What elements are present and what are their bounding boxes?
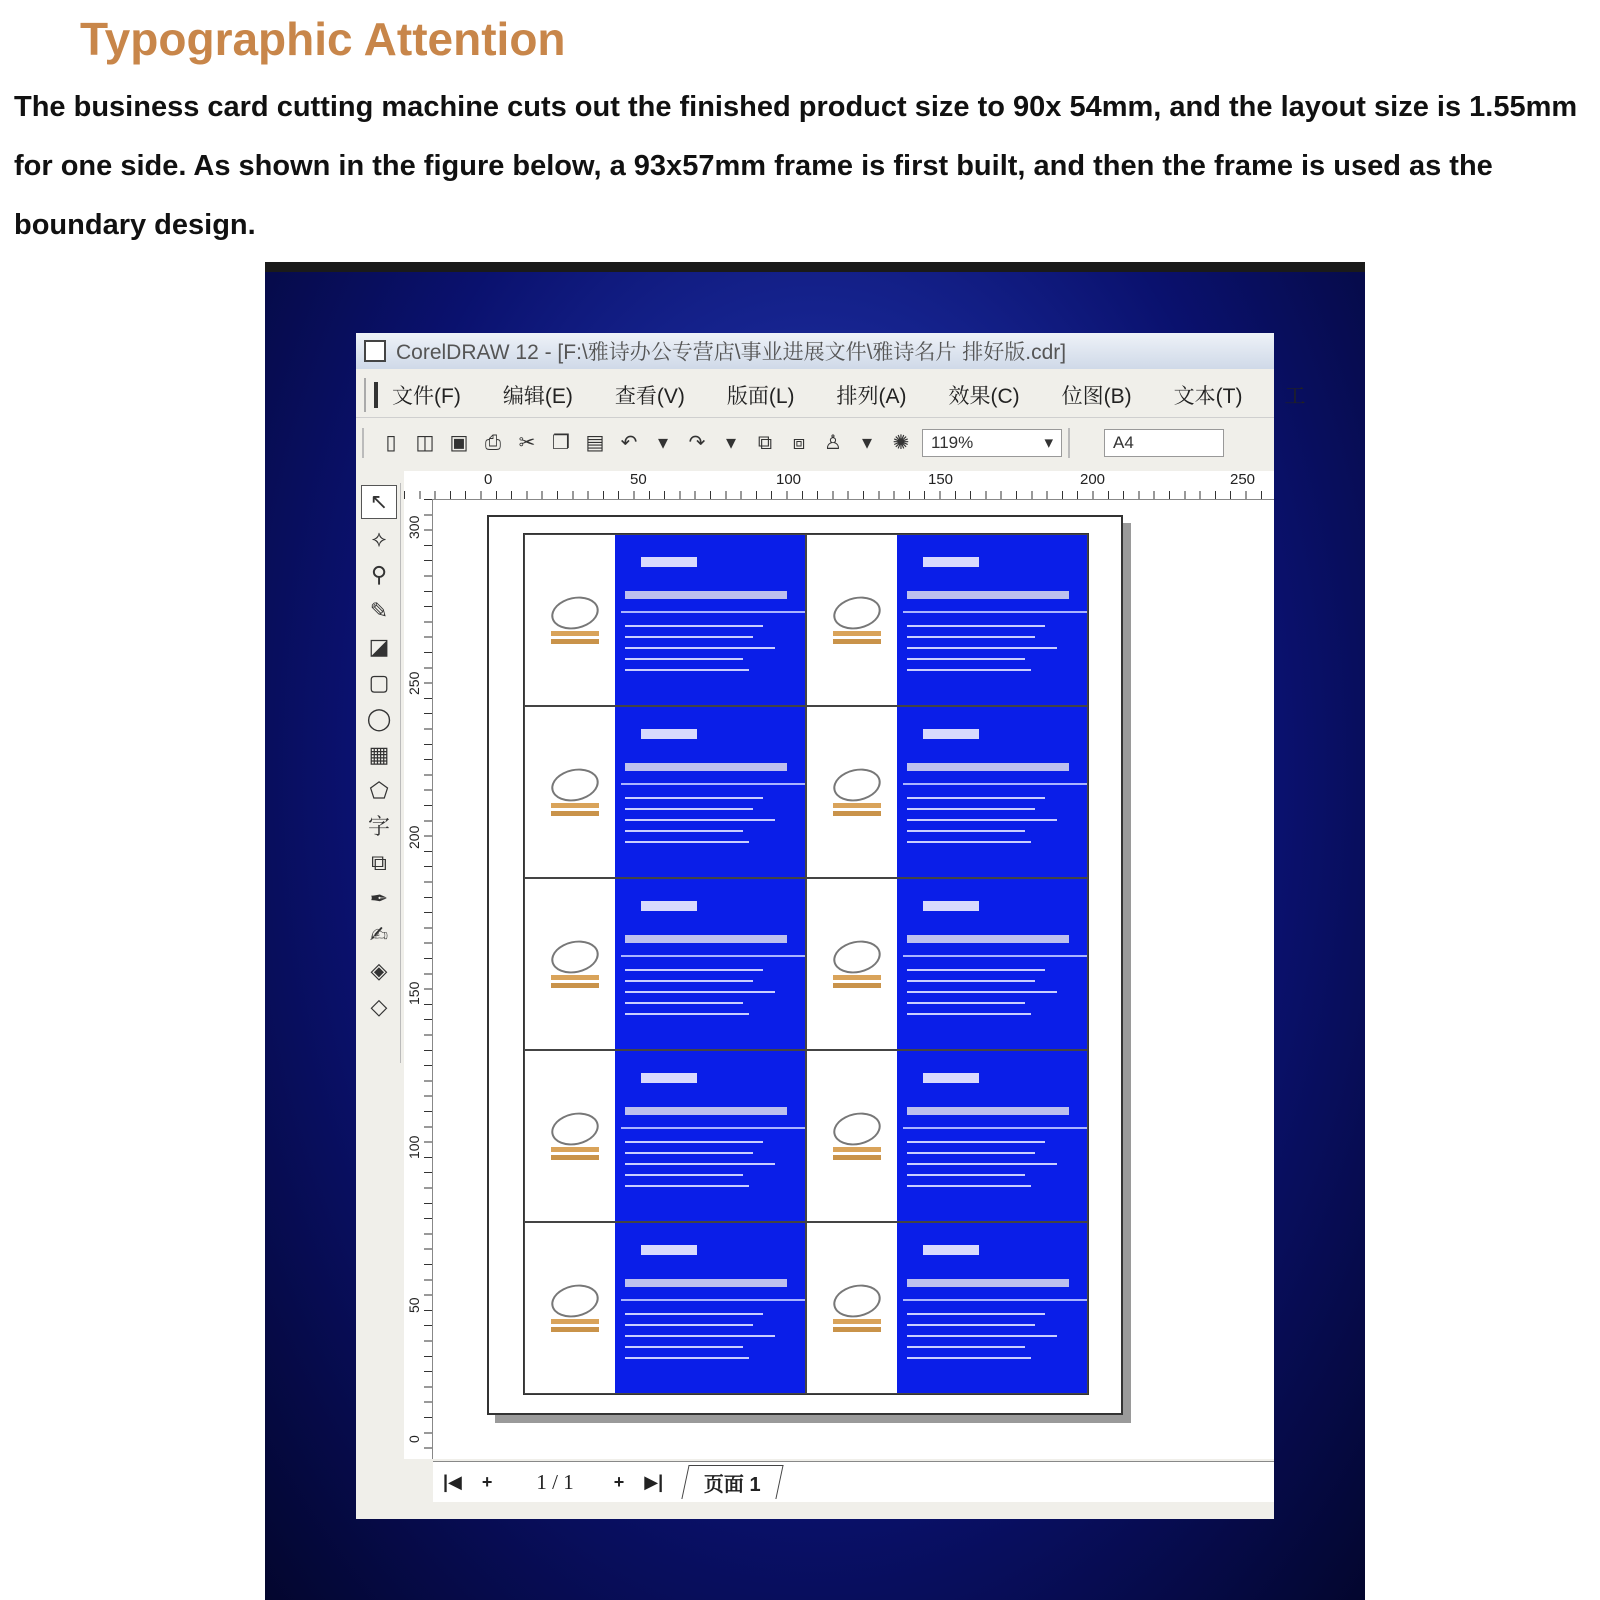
card-logo: [830, 936, 884, 977]
card-name-line: [641, 1073, 697, 1083]
card-detail-line: [907, 647, 1057, 649]
launcher-icon[interactable]: ♙: [824, 432, 842, 454]
card-logo-panel: [807, 879, 897, 1049]
hruler-label: 250: [1230, 471, 1256, 488]
card-detail-line: [907, 819, 1057, 821]
card-detail-line: [625, 1313, 763, 1315]
card-logo-text: [551, 803, 599, 808]
save-icon[interactable]: ▣: [449, 432, 469, 454]
card-detail-line: [907, 980, 1035, 982]
card-logo-text: [833, 1147, 881, 1152]
menu-layout[interactable]: 版面(L): [726, 385, 795, 408]
card-logo-text: [551, 975, 599, 980]
ellipse-tool-icon[interactable]: ◯: [366, 706, 392, 731]
card-detail-line: [625, 658, 743, 660]
card-company-line: [625, 763, 787, 771]
card-logo-text: [551, 631, 599, 636]
hruler-label: 100: [776, 471, 802, 488]
vruler-ticks: [424, 499, 432, 1459]
card-detail-line: [625, 808, 753, 810]
business-card[interactable]: [524, 706, 806, 878]
card-company-line: [625, 1107, 787, 1115]
card-info-panel: [615, 1223, 805, 1393]
card-name-line: [641, 557, 697, 567]
new-icon[interactable]: ▯: [385, 432, 397, 454]
card-logo-text: [833, 983, 881, 988]
vruler-label: 300: [406, 515, 422, 539]
add-page-before-icon[interactable]: +: [481, 1471, 493, 1492]
card-logo: [548, 1280, 602, 1321]
interactive-fill-icon[interactable]: ◇: [370, 994, 388, 1019]
card-logo-text: [551, 1147, 599, 1152]
hruler-ticks: [404, 491, 1274, 499]
pick-tool-icon[interactable]: ↖: [361, 485, 397, 519]
menu-effects[interactable]: 效果(C): [948, 385, 1020, 408]
card-logo: [548, 592, 602, 633]
page-size-select[interactable]: [1104, 429, 1224, 457]
card-detail-line: [625, 797, 763, 799]
menu-text[interactable]: 文本(T): [1173, 385, 1243, 408]
toolbox: [358, 483, 401, 1063]
business-card[interactable]: [524, 534, 806, 706]
card-detail-line: [625, 830, 743, 832]
card-logo: [830, 1108, 884, 1149]
menu-bitmaps[interactable]: 位图(B): [1061, 385, 1132, 408]
copy-icon[interactable]: ❐: [552, 432, 570, 454]
card-logo: [830, 764, 884, 805]
document-icon[interactable]: [374, 382, 378, 408]
page-count: 1 / 1: [536, 1469, 574, 1494]
card-logo-text: [833, 631, 881, 636]
card-detail-line: [907, 830, 1025, 832]
card-divider: [903, 783, 1087, 785]
card-divider: [621, 1299, 805, 1301]
open-icon[interactable]: ◫: [415, 432, 435, 454]
card-detail-line: [625, 647, 775, 649]
card-logo-panel: [525, 1051, 615, 1221]
drawing-canvas[interactable]: [433, 500, 1274, 1459]
coreldraw-window: [356, 333, 1306, 1519]
card-info-panel: [615, 535, 805, 705]
card-detail-line: [625, 636, 753, 638]
menu-tools[interactable]: 工: [1284, 385, 1306, 408]
card-detail-line: [907, 808, 1035, 810]
card-detail-line: [907, 669, 1031, 671]
import-icon[interactable]: ⧉: [757, 432, 773, 454]
card-detail-line: [625, 980, 753, 982]
card-detail-line: [907, 841, 1031, 843]
export-icon[interactable]: ⧈: [792, 432, 806, 454]
outline-tool-icon[interactable]: ✍: [369, 922, 389, 947]
card-detail-line: [625, 819, 775, 821]
hruler-label: 200: [1080, 471, 1106, 488]
business-card[interactable]: [524, 1222, 806, 1394]
card-detail-line: [907, 1013, 1031, 1015]
card-company-line: [625, 591, 787, 599]
card-name-line: [923, 557, 979, 567]
card-detail-line: [907, 1002, 1025, 1004]
vruler-label: 250: [406, 671, 422, 695]
monitor-bezel: [265, 262, 1365, 272]
hruler-label: 0: [484, 471, 493, 488]
card-detail-line: [907, 1163, 1057, 1165]
card-detail-line: [625, 991, 775, 993]
card-detail-line: [907, 969, 1045, 971]
card-name-line: [641, 901, 697, 911]
shape-tool-icon[interactable]: ⟡: [371, 526, 387, 551]
menubar-grip[interactable]: [364, 378, 366, 412]
card-detail-line: [907, 797, 1045, 799]
graph-paper-icon[interactable]: ▦: [368, 742, 390, 767]
business-card[interactable]: [524, 878, 806, 1050]
page-tab-label: 页面 1: [704, 1474, 761, 1496]
card-detail-line: [625, 1324, 753, 1326]
business-card[interactable]: [524, 1050, 806, 1222]
card-detail-line: [907, 991, 1057, 993]
card-logo-text: [551, 1319, 599, 1324]
undo-icon[interactable]: ↶: [620, 432, 638, 454]
card-detail-line: [625, 625, 763, 627]
vruler-label: 200: [406, 825, 422, 849]
zoom-value: 119%: [931, 433, 974, 452]
card-company-line: [907, 763, 1069, 771]
card-detail-line: [625, 669, 749, 671]
last-page-icon[interactable]: ▶|: [644, 1471, 664, 1492]
card-detail-line: [907, 1141, 1045, 1143]
card-info-panel: [897, 879, 1087, 1049]
card-detail-line: [907, 1346, 1025, 1348]
card-detail-line: [907, 1152, 1035, 1154]
card-logo-text: [833, 803, 881, 808]
card-name-line: [641, 729, 697, 739]
toolbar-grip[interactable]: [362, 428, 364, 458]
card-name-line: [641, 1245, 697, 1255]
card-logo: [548, 936, 602, 977]
window-titlebar[interactable]: [356, 333, 1274, 369]
card-detail-line: [625, 1152, 753, 1154]
fill-tool-icon[interactable]: ◈: [370, 958, 388, 983]
card-detail-line: [625, 1346, 743, 1348]
card-divider: [903, 1299, 1087, 1301]
card-company-line: [907, 935, 1069, 943]
card-info-panel: [897, 707, 1087, 877]
interactive-blend-icon[interactable]: ⧉: [371, 850, 387, 875]
card-name-line: [923, 1073, 979, 1083]
card-detail-line: [625, 1335, 775, 1337]
vruler-label: 150: [406, 981, 422, 1005]
card-logo-text: [551, 1155, 599, 1160]
card-detail-line: [907, 636, 1035, 638]
card-company-line: [907, 591, 1069, 599]
card-logo-text: [551, 983, 599, 988]
vertical-ruler[interactable]: [404, 499, 433, 1459]
card-logo-panel: [525, 879, 615, 1049]
card-detail-line: [625, 1141, 763, 1143]
menu-file[interactable]: 文件(F): [392, 385, 461, 408]
a4-page[interactable]: [487, 515, 1123, 1415]
page-tab[interactable]: [682, 1465, 784, 1499]
card-logo-panel: [525, 535, 615, 705]
basic-shapes-icon[interactable]: ⬠: [369, 778, 389, 803]
card-name-line: [923, 1245, 979, 1255]
freehand-tool-icon[interactable]: ✎: [369, 598, 389, 623]
paste-icon[interactable]: ▤: [585, 432, 605, 454]
card-company-line: [907, 1107, 1069, 1115]
card-logo: [830, 1280, 884, 1321]
business-card[interactable]: [806, 878, 1088, 1050]
card-logo-text: [833, 1155, 881, 1160]
chevron-down-icon: ▾: [1044, 433, 1053, 452]
card-logo: [548, 764, 602, 805]
text-tool-icon[interactable]: 字: [367, 814, 390, 839]
add-page-after-icon[interactable]: +: [613, 1471, 625, 1492]
print-icon[interactable]: ⎙: [485, 432, 501, 454]
card-logo: [548, 1108, 602, 1149]
eyedropper-icon[interactable]: ✒: [369, 886, 389, 911]
card-logo-text: [833, 1327, 881, 1332]
card-logo-text: [833, 811, 881, 816]
card-detail-line: [907, 658, 1025, 660]
standard-toolbar: [356, 421, 1274, 465]
launcher-dropdown-icon[interactable]: ▾: [861, 432, 873, 454]
card-detail-line: [625, 1002, 743, 1004]
welcome-icon[interactable]: ✺: [892, 432, 910, 454]
business-card[interactable]: [806, 1222, 1088, 1394]
card-info-panel: [897, 1051, 1087, 1221]
card-detail-line: [907, 1357, 1031, 1359]
vruler-label: 50: [406, 1297, 422, 1313]
card-company-line: [625, 1279, 787, 1287]
card-name-line: [923, 729, 979, 739]
card-detail-line: [907, 1335, 1057, 1337]
card-name-line: [923, 901, 979, 911]
card-logo-panel: [807, 1051, 897, 1221]
business-card[interactable]: [806, 1050, 1088, 1222]
card-company-line: [625, 935, 787, 943]
business-card[interactable]: [806, 706, 1088, 878]
card-divider: [903, 955, 1087, 957]
card-detail-line: [907, 1174, 1025, 1176]
menu-arrange[interactable]: 排列(A): [836, 385, 907, 408]
card-info-panel: [615, 707, 805, 877]
card-logo-text: [833, 639, 881, 644]
card-info-panel: [897, 1223, 1087, 1393]
card-detail-line: [625, 841, 749, 843]
card-company-line: [907, 1279, 1069, 1287]
menu-view[interactable]: 查看(V): [614, 385, 685, 408]
card-detail-line: [625, 1174, 743, 1176]
hruler-label: 150: [928, 471, 954, 488]
page-navigator: [433, 1461, 1274, 1502]
smart-fill-icon[interactable]: ◪: [368, 634, 390, 659]
card-logo-text: [833, 975, 881, 980]
card-divider: [621, 783, 805, 785]
card-info-panel: [615, 1051, 805, 1221]
screen-photo: [265, 262, 1365, 1600]
hruler-label: 50: [630, 471, 647, 488]
card-logo-text: [551, 1327, 599, 1332]
card-logo-panel: [807, 707, 897, 877]
card-logo-text: [551, 811, 599, 816]
menu-bar: [356, 373, 1306, 418]
card-detail-line: [625, 1163, 775, 1165]
horizontal-ruler[interactable]: [404, 471, 1274, 500]
card-logo-panel: [525, 1223, 615, 1393]
card-logo: [830, 592, 884, 633]
card-detail-line: [907, 625, 1045, 627]
description-text: The business card cutting machine cuts out the finished product size to 90x 54mm, and the layout size is 1.55mm for one side. As shown in the figure below, a 93x57mm frame is first built, and then the frame is used as the boundary design.: [14, 91, 1578, 241]
page-heading: Typographic Attention: [80, 13, 566, 65]
vruler-label: 0: [406, 1435, 422, 1443]
app-icon: [364, 340, 386, 362]
redo-dropdown-icon[interactable]: ▾: [725, 432, 737, 454]
window-title: CorelDRAW 12 - [F:\雅诗办公专营店\事业进展文件\雅诗名片 排好版.cdr]: [396, 341, 1067, 364]
zoom-tool-icon[interactable]: ⚲: [370, 562, 388, 587]
card-logo-panel: [807, 1223, 897, 1393]
card-logo-panel: [525, 707, 615, 877]
card-divider: [903, 1127, 1087, 1129]
page-size-value: A4: [1113, 433, 1134, 452]
zoom-select[interactable]: [922, 429, 1062, 457]
card-detail-line: [625, 1013, 749, 1015]
card-detail-line: [907, 1313, 1045, 1315]
vruler-label: 100: [406, 1135, 422, 1159]
card-info-panel: [897, 535, 1087, 705]
card-divider: [621, 955, 805, 957]
card-divider: [621, 1127, 805, 1129]
redo-icon[interactable]: ↷: [688, 432, 706, 454]
undo-dropdown-icon[interactable]: ▾: [657, 432, 669, 454]
card-detail-line: [625, 1185, 749, 1187]
card-logo-panel: [807, 535, 897, 705]
card-detail-line: [625, 1357, 749, 1359]
rectangle-tool-icon[interactable]: ▢: [368, 670, 390, 695]
toolbar-separator: [1068, 428, 1070, 458]
card-divider: [903, 611, 1087, 613]
menu-edit[interactable]: 编辑(E): [502, 385, 573, 408]
card-detail-line: [907, 1324, 1035, 1326]
business-card-grid: [523, 533, 1089, 1395]
business-card[interactable]: [806, 534, 1088, 706]
card-info-panel: [615, 879, 805, 1049]
card-logo-text: [551, 639, 599, 644]
card-detail-line: [907, 1185, 1031, 1187]
card-logo-text: [833, 1319, 881, 1324]
card-divider: [621, 611, 805, 613]
first-page-icon[interactable]: |◀: [443, 1471, 462, 1492]
card-detail-line: [625, 969, 763, 971]
cut-icon[interactable]: ✂: [518, 432, 536, 454]
